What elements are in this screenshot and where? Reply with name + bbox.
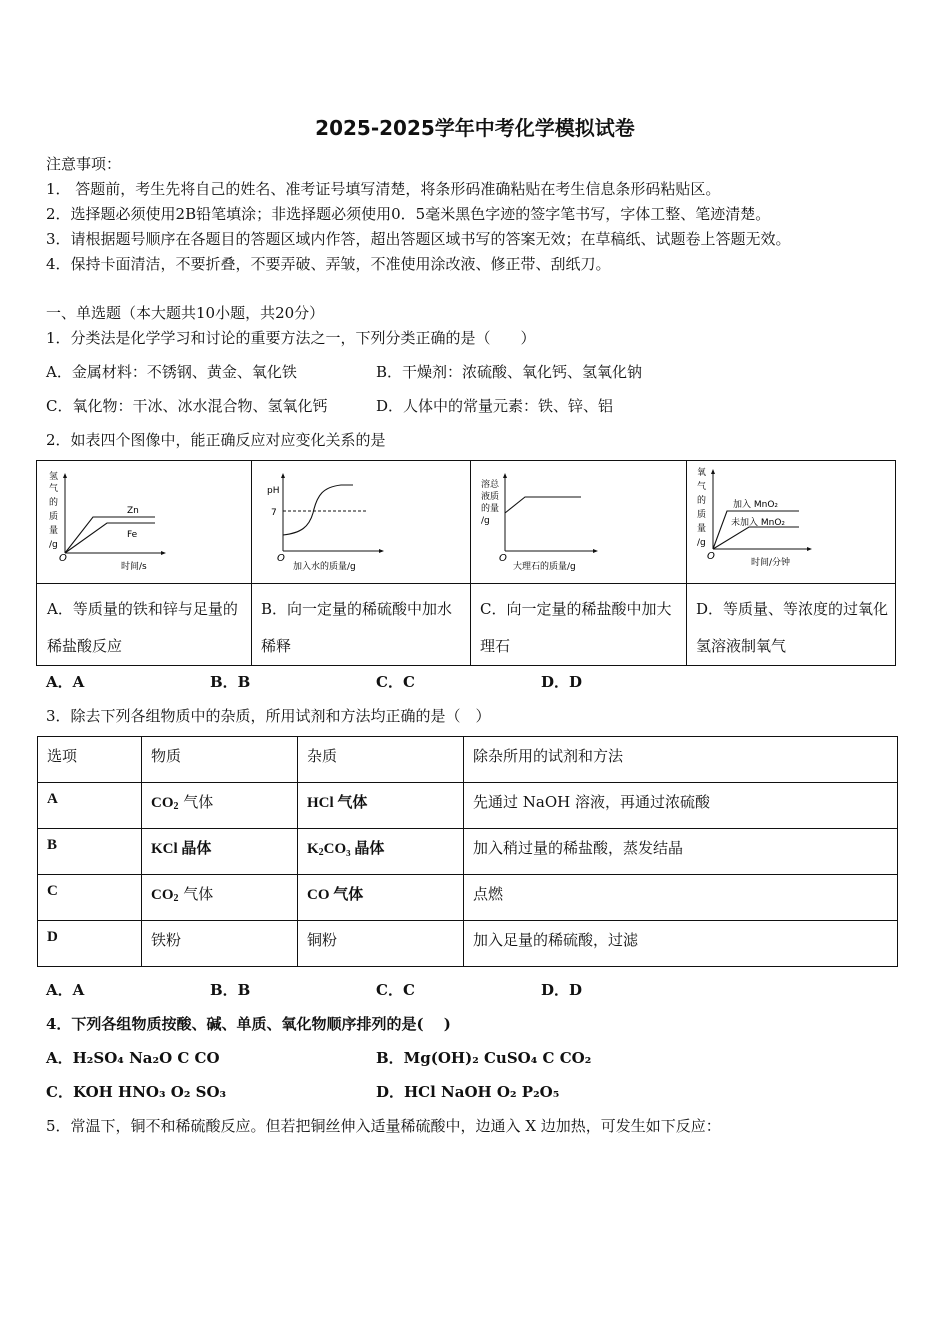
- svg-text:的: 的: [49, 498, 59, 508]
- svg-text:未加入 MnO₂: 未加入 MnO₂: [731, 518, 786, 528]
- q1-option-b: B．干燥剂：浓硫酸、氧化钙、氢氧化钠: [376, 363, 643, 381]
- q2-graph-d: [691, 465, 896, 577]
- q2-graph-b: [257, 465, 467, 577]
- header-cell: 选项: [38, 737, 142, 783]
- graph-c-xlabel: 大理石的质量/g: [513, 562, 576, 572]
- notice-item: 3．请根据题号顺序在各题目的答题区域内作答，超出答题区域书写的答案无效；在草稿纸、试题卷上答题无效。: [46, 230, 791, 248]
- svg-text:量: 量: [697, 524, 707, 534]
- svg-text:质: 质: [49, 512, 59, 522]
- q2-answer-c: C．C: [376, 673, 415, 691]
- substance-cell: 铁粉: [142, 921, 298, 967]
- q4-option-a: A．H₂SO₄ Na₂O C CO: [46, 1049, 220, 1067]
- q1-stem: 1．分类法是化学学习和讨论的重要方法之一，下列分类正确的是（ ）: [46, 329, 536, 347]
- svg-text:O: O: [277, 553, 285, 564]
- q1-option-c: C．氧化物：干冰、冰水混合物、氢氧化钙: [46, 397, 328, 415]
- q3-answer-b: B．B: [210, 981, 251, 999]
- q2-graph-table: [36, 460, 896, 666]
- substance-cell: $CO_2$ 气体: [142, 875, 298, 921]
- svg-text:的: 的: [697, 496, 707, 506]
- svg-text:加入 MnO₂: 加入 MnO₂: [733, 500, 779, 510]
- impurity-cell: $K_2CO_3$ 晶体: [298, 829, 464, 875]
- notice-item: 1． 答题前，考生先将自己的姓名、准考证号填写清楚，将条形码准确粘贴在考生信息条形码粘贴区。: [46, 180, 721, 198]
- q2-graph-a: [43, 465, 248, 577]
- q2-answer-a: A．A: [46, 673, 85, 691]
- option-cell: C: [38, 875, 142, 921]
- option-cell: D: [38, 921, 142, 967]
- q3-answer-a: A．A: [46, 981, 85, 999]
- q2-caption-b: B．向一定量的稀硫酸中加水稀释: [261, 600, 453, 655]
- impurity-cell: 铜粉: [298, 921, 464, 967]
- option-cell: B: [38, 829, 142, 875]
- q3-stem: 3．除去下列各组物质中的杂质，所用试剂和方法均正确的是（ ）: [46, 707, 491, 725]
- graph-a-curve-fe: [65, 523, 155, 553]
- q4-option-b: B．Mg(OH)₂ CuSO₄ C CO₂: [376, 1049, 592, 1067]
- svg-text:量: 量: [49, 526, 59, 536]
- svg-text:Zn: Zn: [127, 506, 139, 516]
- q2-caption-c: C．向一定量的稀盐酸中加大理石: [480, 600, 672, 655]
- header-cell: 杂质: [298, 737, 464, 783]
- table-row: [38, 829, 898, 875]
- q3-answer-c: C．C: [376, 981, 415, 999]
- svg-text:O: O: [707, 551, 715, 562]
- method-cell: 加入稍过量的稀盐酸，蒸发结晶: [464, 829, 898, 875]
- q4-option-c: C．KOH HNO₃ O₂ SO₃: [46, 1083, 227, 1101]
- graph-d-curve-no-mno2: [713, 527, 799, 549]
- graph-c-ylabel: 溶总: [481, 480, 500, 490]
- graph-d-curve-mno2: [713, 511, 799, 549]
- q1-option-a: A．金属材料：不锈钢、黄金、氧化铁: [46, 363, 297, 381]
- notice-item: 2．选择题必须使用2B铅笔填涂；非选择题必须使用0．5毫米黑色字迹的签字笔书写，字体工整、笔迹清楚。: [46, 205, 771, 223]
- svg-text:的量: 的量: [481, 504, 500, 514]
- svg-text:/g: /g: [49, 540, 58, 550]
- table-row: [38, 875, 898, 921]
- page-title: 2025-2025学年中考化学模拟试卷: [315, 116, 635, 140]
- method-cell: 点燃: [464, 875, 898, 921]
- svg-text:O: O: [499, 553, 507, 564]
- q2-graph-c: [475, 465, 685, 577]
- graph-a-xlabel: 时间/s: [121, 562, 147, 572]
- svg-text:/g: /g: [697, 538, 706, 548]
- q4-stem: 4．下列各组物质按酸、碱、单质、氧化物顺序排列的是( ): [46, 1015, 451, 1033]
- table-row: [38, 783, 898, 829]
- notice-item: 4．保持卡面清洁，不要折叠，不要弄破、弄皱，不准使用涂改液、修正带、刮纸刀。: [46, 255, 611, 273]
- svg-text:/g: /g: [481, 516, 490, 526]
- graph-a-curve-zn: [65, 517, 155, 553]
- graph-d-ylabel: 氧: [697, 468, 707, 478]
- q5-stem: 5．常温下，铜不和稀硫酸反应。但若把铜丝伸入适量稀硫酸中，边通入 X 边加热，可发生如下反应：: [46, 1117, 721, 1135]
- notice-heading: 注意事项：: [46, 155, 122, 173]
- q4-option-d: D．HCl NaOH O₂ P₂O₅: [376, 1083, 560, 1101]
- svg-text:质: 质: [697, 510, 707, 520]
- graph-d-xlabel: 时间/分钟: [751, 558, 791, 568]
- q1-option-d: D．人体中的常量元素：铁、锌、铝: [376, 397, 614, 415]
- table-row: [38, 921, 898, 967]
- svg-text:气: 气: [49, 484, 59, 494]
- substance-cell: $CO_2$ 气体: [142, 783, 298, 829]
- graph-b-ylabel: pH: [267, 486, 280, 496]
- impurity-cell: HCl 气体: [298, 783, 464, 829]
- method-cell: 先通过 NaOH 溶液，再通过浓硫酸: [464, 783, 898, 829]
- header-cell: 物质: [142, 737, 298, 783]
- graph-b-xlabel: 加入水的质量/g: [293, 562, 356, 572]
- q3-answer-d: D．D: [541, 981, 583, 999]
- impurity-cell: CO 气体: [298, 875, 464, 921]
- svg-text:O: O: [59, 553, 67, 564]
- svg-text:气: 气: [697, 482, 707, 492]
- graph-b-curve: [283, 485, 353, 535]
- svg-text:7: 7: [271, 508, 277, 518]
- table-header-row: [38, 737, 898, 783]
- svg-text:Fe: Fe: [127, 530, 138, 540]
- method-cell: 加入足量的稀硫酸，过滤: [464, 921, 898, 967]
- graph-c-curve: [505, 497, 581, 513]
- graph-a-ylabel: 氢: [49, 472, 59, 482]
- q2-answer-d: D．D: [541, 673, 583, 691]
- svg-text:液质: 液质: [481, 492, 500, 502]
- section-heading: 一、单选题（本大题共10小题，共20分）: [46, 304, 325, 322]
- option-cell: A: [38, 783, 142, 829]
- substance-cell: KCl 晶体: [142, 829, 298, 875]
- q3-table: [37, 736, 898, 967]
- header-cell: 除杂所用的试剂和方法: [464, 737, 898, 783]
- q2-caption-d: D．等质量、等浓度的过氧化氢溶液制氧气: [696, 600, 889, 655]
- q2-stem: 2．如表四个图像中，能正确反应对应变化关系的是: [46, 431, 386, 449]
- q2-caption-a: A．等质量的铁和锌与足量的稀盐酸反应: [47, 600, 238, 655]
- q2-answer-b: B．B: [210, 673, 251, 691]
